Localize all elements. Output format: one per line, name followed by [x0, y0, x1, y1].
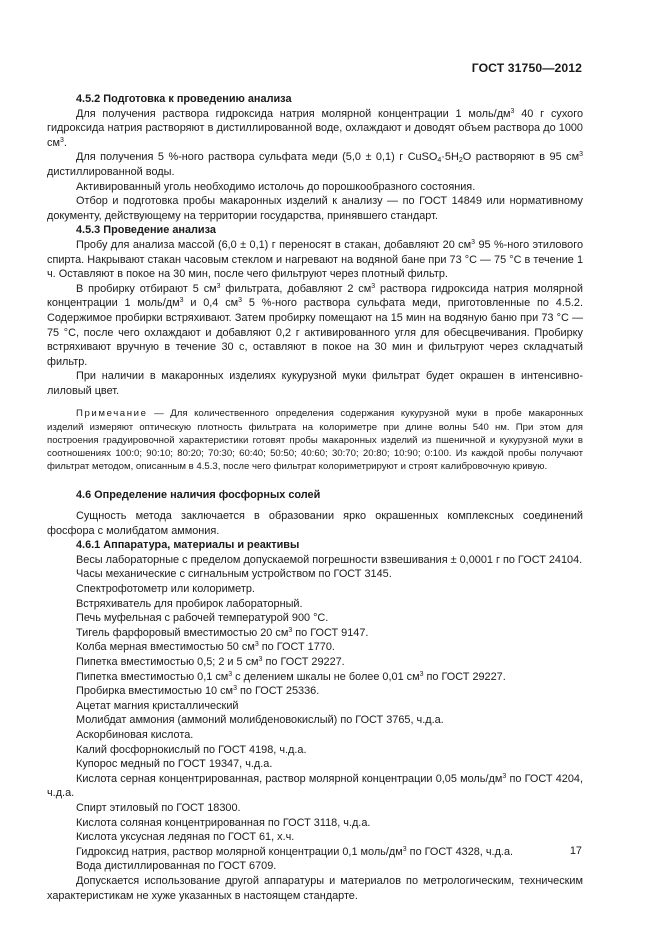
- list-item: Гидроксид натрия, раствор молярной концентрации 0,1 моль/$дм^3$ по ГОСТ 4328, ч.д.а.: [76, 845, 514, 858]
- list-item: Печь муфельная с рабочей температурой 900 °С.: [76, 612, 329, 625]
- list-item: Ацетат магния кристаллический: [76, 699, 239, 712]
- list-item: Спирт этиловый по ГОСТ 18300.: [76, 801, 241, 814]
- paragraph: Для получения 5 %-ного раствора сульфата меди (5,0 ± 0,1) г $CuSO_4\cdot 5H_2O$ растворяют в 95 $см^3$ дистиллированной воды.: [47, 151, 583, 178]
- list-item: Кислота соляная концентрированная по ГОСТ 3118, ч.д.а.: [76, 816, 371, 829]
- list-item: Встряхиватель для пробирок лабораторный.: [76, 597, 303, 610]
- list-item: Колба мерная вместимостью 50 $см^3$ по ГОСТ 1770.: [76, 641, 335, 654]
- list-item: Кислота серная концентрированная, раствор молярной концентрации 0,05 моль/$дм^3$ по ГОСТ 4204, ч.д.а.: [47, 772, 583, 800]
- list-item: Купорос медный по ГОСТ 19347, ч.д.а.: [76, 758, 273, 771]
- list-item: Аскорбиновая кислота.: [76, 728, 194, 741]
- list-item: Часы механические с сигнальным устройством по ГОСТ 3145.: [76, 568, 392, 581]
- paragraph: При наличии в макаронных изделиях кукурузной муки фильтрат будет окрашен в интенсивно-лиловый цвет.: [47, 370, 583, 397]
- section-heading-4-5-2: 4.5.2 Подготовка к проведению анализа: [76, 93, 292, 105]
- paragraph: Допускается использование другой аппаратуры и материалов по метрологическим, техническим характеристикам не хуже указанных в настоящем стандарте.: [47, 874, 583, 902]
- list-item: Пробирка вместимостью 10 $см^3$ по ГОСТ 25336.: [76, 685, 320, 698]
- page-number: 17: [569, 845, 582, 857]
- list-item: Кислота уксусная ледяная по ГОСТ 61, х.ч.: [76, 831, 295, 844]
- section-heading-4-6-1: 4.6.1 Аппаратура, материалы и реактивы: [76, 539, 300, 552]
- page-content: [47, 92, 583, 903]
- paragraph: Сущность метода заключается в образовании ярко окрашенных комплексных соединений фосфора с молибдатом аммония.: [47, 510, 583, 537]
- section-heading-4-6: 4.6 Определение наличия фосфорных солей: [76, 489, 321, 502]
- paragraph: Отбор и подготовка пробы макаронных изделий к анализу — по ГОСТ 14849 или нормативному документу, действующему на территории государства, принявшего стандарт.: [47, 195, 583, 222]
- section-heading-4-5-3: 4.5.3 Проведение анализа: [76, 224, 216, 237]
- list-item: Вода дистиллированная по ГОСТ 6709.: [76, 860, 277, 873]
- paragraph: Активированный уголь необходимо истолочь до порошкообразного состояния.: [76, 180, 476, 193]
- note: Примечание — Для количественного определения содержания кукурузной муки в пробе макаронных изделий измеряют оптическую плотность фильтрата на колориметре при длине волны 540 нм. При этом для построения градуировочной характеристики готовят пробы макаронных изделий из пшеничной и кукурузной муки в соотношениях 100:0; 90:10; 80:20; 70:30; 60:40; 50:50; 40:60; 30:70; 20:80; 10:90; 0:100. Из каждой пробы получают фильтрат методом, описанным в 4.5.3, после чего фильтрат колориметрируют и строят калибровочную кривую.: [47, 408, 583, 473]
- list-item: Пипетка вместимостью 0,5; 2 и 5 $см^3$ по ГОСТ 29227.: [76, 656, 345, 669]
- list-item: Спектрофотометр или колориметр.: [76, 583, 255, 596]
- list-item: Весы лабораторные с пределом допускаемой погрешности взвешивания ± 0,0001 г по ГОСТ 24104.: [76, 553, 583, 566]
- paragraph: В пробирку отбирают 5 $см^3$ фильтрата, добавляют 2 $см^3$ раствора гидроксида натрия молярной концентрации 1 моль/$дм^3$ и 0,4 $см^3$ 5 %-ного раствора сульфата меди, приготовленные по 4.5.2. Содержимое пробирки встряхивают. Затем пробирку помещают на 15 мин на водяную баню при 73 °С — 75 °С, после чего охлаждают и добавляют 0,2 г активированного угля для обесцвечивания. Пробирку встряхивают вручную в течение 30 с, оставляют в покое на 30 мин и фильтруют через складчатый фильтр.: [47, 282, 584, 368]
- paragraph: Для получения раствора гидроксида натрия молярной концентрации 1 моль/$дм^3$ 40 г сухого гидроксида натрия растворяют в дистиллированной воде, охлаждают и доводят объем раствора до 1000 $см^3$.: [47, 107, 583, 149]
- list-item: Молибдат аммония (аммоний молибденовокислый) по ГОСТ 3765, ч.д.а.: [76, 714, 444, 727]
- list-item: Пипетка вместимостью 0,1 $см^3$ с делением шкалы не более 0,01 $см^3$ по ГОСТ 29227.: [76, 670, 506, 683]
- list-item: Калий фосфорнокислый по ГОСТ 4198, ч.д.а.: [76, 743, 307, 756]
- paragraph: Пробу для анализа массой (6,0 ± 0,1) г переносят в стакан, добавляют 20 $см^3$ 95 %-ного этилового спирта. Накрывают стакан часовым стеклом и нагревают на водяной бане при 73 °С — 75 °С в течение 1 ч. Оставляют в покое на 30 мин, после чего фильтруют через плотный фильтр.: [47, 238, 583, 281]
- document-code: ГОСТ 31750—2012: [471, 61, 582, 75]
- list-item: Тигель фарфоровый вместимостью 20 $см^3$ по ГОСТ 9147.: [76, 626, 369, 639]
- note-label: Примечание: [76, 408, 148, 420]
